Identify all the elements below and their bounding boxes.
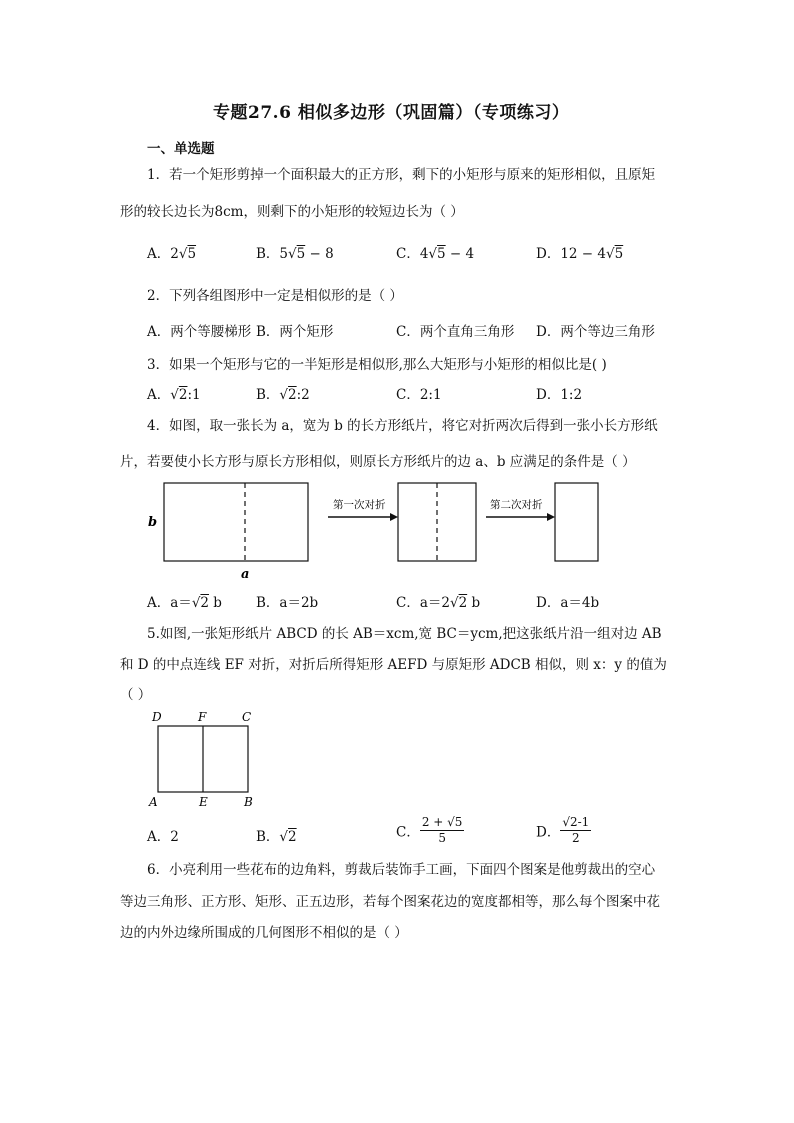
q5-option-c[interactable]: C． $\frac{2 + √5}{5}$	[396, 815, 463, 845]
label-b: b	[148, 515, 158, 530]
q5-stem-line2: 和 D 的中点连线 EF 对折，对折后所得矩形 AEFD 与原矩形 ADCB 相似，则 x：y 的值为	[120, 657, 667, 673]
fraction: $\frac{√2-1}{2}$	[562, 815, 590, 845]
q3-option-b[interactable]: B．√2:2	[256, 387, 310, 403]
vertex-a: A	[149, 795, 158, 809]
q5-option-a[interactable]: A．2	[147, 829, 179, 845]
q1-option-b[interactable]: B．5√5 − 8	[256, 246, 334, 262]
folded-rectangle-2	[555, 483, 598, 561]
q2-stem: 2．下列各组图形中一定是相似形的是（ ）	[147, 288, 403, 304]
arrow1-label: 第一次对折	[333, 499, 386, 511]
section-heading: 一、单选题	[147, 141, 215, 157]
q6-stem-line2: 等边三角形、正方形、矩形、正五边形，若每个图案花边的宽度都相等，那么每个图案中花	[120, 894, 660, 910]
q1-option-d[interactable]: D．12 − 4√5	[536, 246, 624, 262]
q5-stem-line1: 5.如图,一张矩形纸片 ABCD 的长 AB＝xcm,宽 BC＝ycm,把这张纸片沿一组对边 AB	[147, 626, 662, 642]
label-a: a	[241, 567, 250, 582]
q3-option-c[interactable]: C．2:1	[396, 387, 442, 403]
q5-option-b[interactable]: B．√2	[256, 829, 297, 845]
q5-option-d[interactable]: D． $\frac{√2-1}{2}$	[536, 815, 590, 845]
vertex-f: F	[198, 710, 207, 724]
page-title: 专题27.6 相似多边形（巩固篇）（专项练习）	[213, 103, 570, 123]
q3-option-d[interactable]: D．1:2	[536, 387, 583, 403]
q4-option-c[interactable]: C．a＝2√2 b	[396, 595, 481, 611]
q1-stem-line1: 1．若一个矩形剪掉一个面积最大的正方形，剩下的小矩形与原来的矩形相似，且原矩	[147, 167, 656, 183]
q2-option-b[interactable]: B．两个矩形	[256, 324, 334, 340]
q3-option-a[interactable]: A．√2:1	[147, 387, 201, 403]
q6-stem-line1: 6．小亮利用一些花布的边角料，剪裁后装饰手工画，下面四个图案是他剪裁出的空心	[147, 862, 656, 878]
q4-option-a[interactable]: A．a＝√2 b	[147, 595, 222, 611]
q1-option-c[interactable]: C．4√5 − 4	[396, 246, 475, 262]
q4-option-d[interactable]: D．a＝4b	[536, 595, 600, 611]
q4-folding-figure	[140, 478, 620, 586]
fraction: $\frac{2 + √5}{5}$	[421, 815, 463, 845]
q2-option-a[interactable]: A．两个等腰梯形	[147, 324, 252, 340]
q1-option-a[interactable]: A．2√5	[147, 246, 197, 262]
vertex-b: B	[244, 795, 253, 809]
q4-stem-line1: 4．如图，取一张长为 a，宽为 b 的长方形纸片，将它对折两次后得到一张小长方形纸	[147, 418, 658, 434]
vertex-d: D	[152, 710, 162, 724]
q5-rectangle-figure	[140, 708, 270, 812]
q1-stem-line2: 形的较长边长为8cm，则剩下的小矩形的较短边长为（ ）	[120, 204, 464, 220]
arrow1-head	[390, 513, 398, 521]
q2-option-c[interactable]: C．两个直角三角形	[396, 324, 515, 340]
q3-stem: 3．如果一个矩形与它的一半矩形是相似形,那么大矩形与小矩形的相似比是( )	[147, 357, 607, 373]
original-rectangle	[164, 483, 308, 561]
q4-stem-line2: 片，若要使小长方形与原长方形相似，则原长方形纸片的边 a、b 应满足的条件是（ ）	[120, 454, 636, 470]
arrow2-head	[547, 513, 555, 521]
q5-stem-line3: （ ）	[120, 687, 152, 703]
vertex-c: C	[242, 710, 252, 724]
q4-option-b[interactable]: B．a＝2b	[256, 595, 319, 611]
arrow2-label: 第二次对折	[490, 499, 543, 511]
vertex-e: E	[199, 795, 208, 809]
q6-stem-line3: 边的内外边缘所围成的几何图形不相似的是（ ）	[120, 925, 408, 941]
q2-option-d[interactable]: D．两个等边三角形	[536, 324, 655, 340]
